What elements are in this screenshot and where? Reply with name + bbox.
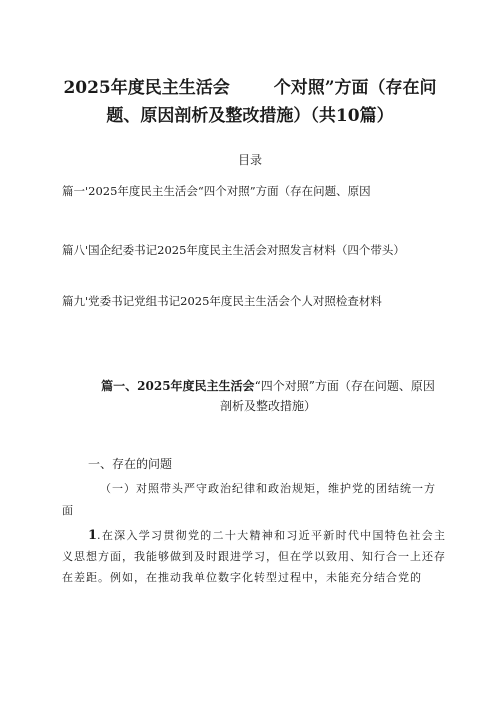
heading-level-1: 一、存在的问题 [88,457,173,471]
section-title [96,376,440,416]
toc-entry-9[interactable]: 篇九'党委书记党组书记2025年度民主生活会个人对照检查材料 [62,294,382,308]
title-part-1: 2025年度民主生活会 [63,78,230,98]
toc-entry-8[interactable]: 篇八'国企纪委书记2025年度民主生活会对照发言材料（四个带头） [62,243,405,257]
body-paragraph [62,525,446,588]
paragraph-text: .在深入学习贯彻党的二十大精神和习近平新时代中国特色社会主义思想方面，我能够做到及时跟进学习，但在学以致用、知行合一上还存在差距。例如，在推动我单位数字化转型过程中，未能充分结合党的 [62,529,446,584]
section-title-rest: “四个对照”方面（存在问题、原因剖析及整改措施） [219,379,435,413]
heading-level-2: （一）对照带头严守政治纪律和政治规矩，维护党的团结统一方面 [62,482,436,517]
toc-entry-1[interactable]: 篇一'2025年度民主生活会“四个对照”方面（存在问题、原因 [62,184,371,198]
paragraph-number: 1 [88,528,98,543]
title-line-2: 题、原因剖析及整改措施）（共10篇） [106,106,394,126]
title-part-2: 个对照”方面（存在问 [273,78,437,98]
section-title-bold: 篇一、2025年度民主生活会 [101,379,255,393]
document-title [30,74,470,130]
toc-heading: 目录 [237,153,262,167]
